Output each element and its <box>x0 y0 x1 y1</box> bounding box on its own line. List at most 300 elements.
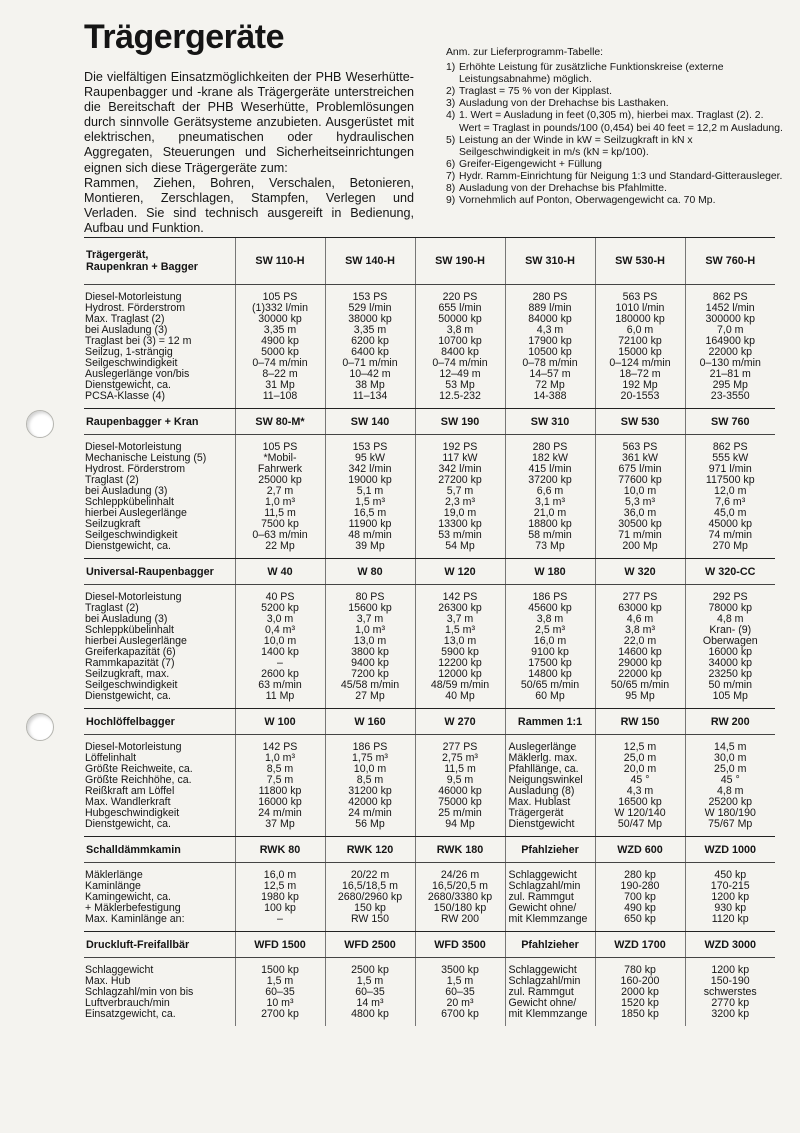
table-row <box>84 870 775 881</box>
spec-value: 1120 kp <box>685 914 775 925</box>
spec-value: 27 Mp <box>325 691 415 702</box>
table-row <box>84 625 775 636</box>
spec-value: 180000 kp <box>595 314 685 325</box>
spec-value: 1,5 m <box>325 976 415 987</box>
spec-value: 3,7 m <box>415 614 505 625</box>
spec-value: (1)332 l/min <box>235 303 325 314</box>
note-number: 2) <box>446 86 456 98</box>
spec-value: 0,4 m³ <box>235 625 325 636</box>
spec-value: 5900 kp <box>415 647 505 658</box>
spec-value: 19000 kp <box>325 475 415 486</box>
section-title: Trägergerät, Raupenkran + Bagger <box>84 238 235 285</box>
table-row <box>84 658 775 669</box>
spec-value: zul. Rammgut <box>505 987 595 998</box>
spec-value: 280 kp <box>595 870 685 881</box>
spec-value: 1200 kp <box>685 965 775 976</box>
spec-value: 31 Mp <box>235 380 325 391</box>
model-header: RW 200 <box>685 709 775 735</box>
spec-value: 1,5 m <box>415 976 505 987</box>
model-header: W 40 <box>235 559 325 585</box>
spec-value: 4,6 m <box>595 614 685 625</box>
row-label: Max. Hub <box>85 976 131 987</box>
spec-value: 73 Mp <box>505 541 595 552</box>
note-item <box>446 98 786 110</box>
model-header: W 160 <box>325 709 415 735</box>
row-label: Seilzugkraft <box>85 519 141 530</box>
model-header: WFD 2500 <box>325 932 415 958</box>
spec-value: 19,0 m <box>415 508 505 519</box>
row-label: Diesel-Motorleistung <box>85 442 182 453</box>
spec-value: 74 m/min <box>685 530 775 541</box>
spacer-cell <box>325 435 415 443</box>
spec-table <box>84 559 775 708</box>
spec-value: 12000 kp <box>415 669 505 680</box>
spec-value: 39 Mp <box>325 541 415 552</box>
spec-value: 280 PS <box>505 442 595 453</box>
spacer-cell <box>235 735 325 743</box>
row-label: Diesel-Motorleistung <box>85 592 182 603</box>
spacer-cell <box>415 1020 505 1026</box>
note-number: 9) <box>446 195 456 207</box>
spec-value: 6200 kp <box>325 336 415 347</box>
spacer-cell <box>415 863 505 871</box>
row-label: Schlagzahl/min von bis <box>85 987 194 998</box>
spec-value: 862 PS <box>685 442 775 453</box>
spec-value: 1452 l/min <box>685 303 775 314</box>
spec-value: 6,6 m <box>505 486 595 497</box>
spec-value: 45/58 m/min <box>325 680 415 691</box>
spec-value: 77600 kp <box>595 475 685 486</box>
spec-value: 5,3 m³ <box>595 497 685 508</box>
spec-value: 3,8 m <box>505 614 595 625</box>
spec-value: 164900 kp <box>685 336 775 347</box>
note-number: 5) <box>446 134 456 146</box>
spec-value: 2,3 m³ <box>415 497 505 508</box>
spacer-cell <box>325 1020 415 1026</box>
spec-value: 58 m/min <box>505 530 595 541</box>
spec-value: 7,6 m³ <box>685 497 775 508</box>
spec-value: Kran- (9) <box>685 625 775 636</box>
spec-value: Schlaggewicht <box>505 965 595 976</box>
row-label: Max. Wandlerkraft <box>85 797 171 808</box>
table-row <box>84 764 775 775</box>
spec-value: – <box>235 658 325 669</box>
row-label: + Mäklerbefestigung <box>85 903 181 914</box>
row-label: Traglast (2) <box>85 475 139 486</box>
spec-table <box>84 409 775 558</box>
spacer-cell <box>235 1020 325 1026</box>
spacer-cell <box>685 585 775 593</box>
spec-value: Oberwagen <box>685 636 775 647</box>
spec-table <box>84 238 775 408</box>
spec-value: 3,0 m <box>235 614 325 625</box>
spec-value: 13,0 m <box>415 636 505 647</box>
spec-table <box>84 837 775 931</box>
row-label: Hydrost. Förderstrom <box>85 303 186 314</box>
spec-value: 75/67 Mp <box>685 819 775 830</box>
spec-value: 675 l/min <box>595 464 685 475</box>
spec-value: Gewicht ohne/ <box>505 903 595 914</box>
table-row <box>84 336 775 347</box>
spec-value: 25 m/min <box>415 808 505 819</box>
spec-value: 2,7 m <box>235 486 325 497</box>
row-label: Traglast (2) <box>85 603 139 614</box>
spacer-cell <box>505 285 595 293</box>
note-item <box>446 62 786 86</box>
section-title: Raupenbagger + Kran <box>84 409 235 435</box>
spec-value: 78000 kp <box>685 603 775 614</box>
spec-value: 50/65 m/min <box>595 680 685 691</box>
spacer-cell <box>84 958 235 966</box>
table-row <box>84 391 775 402</box>
spec-value: 2600 kp <box>235 669 325 680</box>
spec-value: 20-1553 <box>595 391 685 402</box>
spec-value: 4,3 m <box>505 325 595 336</box>
spec-value: 25000 kp <box>235 475 325 486</box>
spec-value: 50000 kp <box>415 314 505 325</box>
spec-value: 12.5-232 <box>415 391 505 402</box>
table-row <box>84 347 775 358</box>
spec-value: 45,0 m <box>685 508 775 519</box>
note-number: 1) <box>446 62 456 74</box>
spec-value: 5000 kp <box>235 347 325 358</box>
spec-value: 5200 kp <box>235 603 325 614</box>
spec-value: 2500 kp <box>325 965 415 976</box>
spec-value: 170-215 <box>685 881 775 892</box>
row-label: Kamingewicht, ca. <box>85 892 171 903</box>
spec-value: 153 PS <box>325 442 415 453</box>
spec-value: *Mobil- <box>235 453 325 464</box>
spec-value: 9100 kp <box>505 647 595 658</box>
spec-section <box>84 408 775 558</box>
model-header: WFD 3500 <box>415 932 505 958</box>
spec-value: Schlagzahl/min <box>505 881 595 892</box>
spacer-cell <box>415 735 505 743</box>
spec-value: 7500 kp <box>235 519 325 530</box>
spec-value: Schlagzahl/min <box>505 976 595 987</box>
spacer-cell <box>84 735 235 743</box>
spacer-cell <box>595 958 685 966</box>
spec-value: RW 200 <box>415 914 505 925</box>
spec-value: 9400 kp <box>325 658 415 669</box>
spec-value: Fahrwerk <box>235 464 325 475</box>
row-label: Hydrost. Förderstrom <box>85 464 186 475</box>
spec-value: 14-388 <box>505 391 595 402</box>
spacer-cell <box>325 585 415 593</box>
model-header: SW 760-H <box>685 238 775 285</box>
spacer-row <box>84 1020 775 1026</box>
spec-value: 220 PS <box>415 292 505 303</box>
model-header: SW 530 <box>595 409 685 435</box>
model-header: SW 140 <box>325 409 415 435</box>
spec-value: 1010 l/min <box>595 303 685 314</box>
table-header-row <box>84 238 775 285</box>
row-label: Größte Reichhöhe, ca. <box>85 775 192 786</box>
spec-value: 72 Mp <box>505 380 595 391</box>
spec-value: 105 PS <box>235 292 325 303</box>
model-header: WZD 1700 <box>595 932 685 958</box>
model-header: SW 140-H <box>325 238 415 285</box>
spec-value: 182 kW <box>505 453 595 464</box>
spec-value: 1,75 m³ <box>325 753 415 764</box>
spacer-cell <box>505 1020 595 1026</box>
table-row <box>84 508 775 519</box>
spacer-cell <box>505 585 595 593</box>
table-row <box>84 464 775 475</box>
spec-value: 529 l/min <box>325 303 415 314</box>
spacer-cell <box>685 958 775 966</box>
spec-value: 22000 kp <box>685 347 775 358</box>
model-header: WZD 600 <box>595 837 685 863</box>
spec-value: 46000 kp <box>415 786 505 797</box>
table-header-row <box>84 932 775 958</box>
spec-value: 3800 kp <box>325 647 415 658</box>
table-row <box>84 691 775 702</box>
spec-value: 48/59 m/min <box>415 680 505 691</box>
spec-value: 36,0 m <box>595 508 685 519</box>
spacer-cell <box>505 435 595 443</box>
spec-value: 10,0 m <box>595 486 685 497</box>
model-header: WZD 1000 <box>685 837 775 863</box>
table-header-row <box>84 409 775 435</box>
spec-value: 27200 kp <box>415 475 505 486</box>
row-label: Reißkraft am Löffel <box>85 786 175 797</box>
row-label: Seilgeschwindigkeit <box>85 358 178 369</box>
spacer-cell <box>685 1020 775 1026</box>
spec-value: 54 Mp <box>415 541 505 552</box>
table-row <box>84 314 775 325</box>
spec-value: 1,5 m³ <box>325 497 415 508</box>
table-header-row <box>84 709 775 735</box>
row-label: Seilgeschwindigkeit <box>85 680 178 691</box>
note-item <box>446 86 786 98</box>
spec-value: 862 PS <box>685 292 775 303</box>
row-label: bei Ausladung (3) <box>85 486 168 497</box>
spec-value: 117500 kp <box>685 475 775 486</box>
spec-value: 22 Mp <box>235 541 325 552</box>
row-label: Max. Traglast (2) <box>85 314 165 325</box>
spec-value: 30000 kp <box>235 314 325 325</box>
spec-value: 10500 kp <box>505 347 595 358</box>
spec-value: 15600 kp <box>325 603 415 614</box>
note-text: Hydr. Ramm-Einrichtung für Neigung 1:3 und Standard-Gitterausleger. <box>459 170 783 182</box>
model-header: Pfahlzieher <box>505 932 595 958</box>
spacer-cell <box>595 435 685 443</box>
spec-value: Schlaggewicht <box>505 870 595 881</box>
spec-value: 6700 kp <box>415 1009 505 1020</box>
spec-value: 153 PS <box>325 292 415 303</box>
spacer-row <box>84 735 775 743</box>
spec-value: 0–71 m/min <box>325 358 415 369</box>
section-title: Universal-Raupenbagger <box>84 559 235 585</box>
spec-value: 20 m³ <box>415 998 505 1009</box>
spec-value: Ausladung (8) <box>505 786 595 797</box>
row-label: bei Ausladung (3) <box>85 614 168 625</box>
spacer-cell <box>685 285 775 293</box>
spec-value: 700 kp <box>595 892 685 903</box>
section-title: Hochlöffelbagger <box>84 709 235 735</box>
spec-value: 3,1 m³ <box>505 497 595 508</box>
table-row <box>84 325 775 336</box>
row-label: hierbei Auslegerlänge <box>85 508 187 519</box>
row-label: Schleppkübelinhalt <box>85 497 174 508</box>
spec-value: 361 kW <box>595 453 685 464</box>
model-header: SW 760 <box>685 409 775 435</box>
table-row <box>84 369 775 380</box>
spec-value: 8–22 m <box>235 369 325 380</box>
table-row <box>84 592 775 603</box>
spec-value: 0–63 m/min <box>235 530 325 541</box>
spec-value: 0–124 m/min <box>595 358 685 369</box>
row-label: Schleppkübelinhalt <box>85 625 174 636</box>
spec-value: 60 Mp <box>505 691 595 702</box>
spec-value: 780 kp <box>595 965 685 976</box>
spec-value: 342 l/min <box>415 464 505 475</box>
spacer-row <box>84 863 775 871</box>
spacer-cell <box>235 863 325 871</box>
spec-value: 11,5 m <box>235 508 325 519</box>
spec-value: 1,5 m <box>235 976 325 987</box>
spacer-cell <box>415 435 505 443</box>
spec-value: 63000 kp <box>595 603 685 614</box>
spec-value: 45 ° <box>685 775 775 786</box>
spec-value: 563 PS <box>595 442 685 453</box>
model-header: SW 530-H <box>595 238 685 285</box>
table-row <box>84 998 775 1009</box>
row-label: Seilgeschwindigkeit <box>85 530 178 541</box>
spec-value: 22000 kp <box>595 669 685 680</box>
spec-value: 2770 kp <box>685 998 775 1009</box>
spacer-cell <box>84 435 235 443</box>
spec-value: 60–35 <box>235 987 325 998</box>
spec-value: 270 Mp <box>685 541 775 552</box>
spec-value: 450 kp <box>685 870 775 881</box>
spec-value: 71 m/min <box>595 530 685 541</box>
spec-value: 0–78 m/min <box>505 358 595 369</box>
spec-value: 2,75 m³ <box>415 753 505 764</box>
spec-value: 16500 kp <box>595 797 685 808</box>
spec-value: 200 Mp <box>595 541 685 552</box>
spacer-cell <box>505 958 595 966</box>
model-header: SW 110-H <box>235 238 325 285</box>
row-label: Mäklerlänge <box>85 870 143 881</box>
spec-value: 4,8 m <box>685 786 775 797</box>
spec-value: 25,0 m <box>595 753 685 764</box>
spec-value: 490 kp <box>595 903 685 914</box>
model-header: SW 310 <box>505 409 595 435</box>
spec-value: 18–72 m <box>595 369 685 380</box>
spec-value: 12,0 m <box>685 486 775 497</box>
spacer-cell <box>235 435 325 443</box>
table-row <box>84 680 775 691</box>
row-label: bei Ausladung (3) <box>85 325 168 336</box>
page-title: Trägergeräte <box>84 18 284 56</box>
notes-list <box>446 62 786 207</box>
spec-value: 8400 kp <box>415 347 505 358</box>
spec-value: 14800 kp <box>505 669 595 680</box>
spec-value: 45600 kp <box>505 603 595 614</box>
row-label: Löffelinhalt <box>85 753 137 764</box>
note-item <box>446 183 786 195</box>
spacer-cell <box>685 863 775 871</box>
spec-value: zul. Rammgut <box>505 892 595 903</box>
spec-value: 23-3550 <box>685 391 775 402</box>
spacer-cell <box>235 585 325 593</box>
spec-value: 10 m³ <box>235 998 325 1009</box>
row-label: Diesel-Motorleistung <box>85 742 182 753</box>
binder-hole-upper <box>26 410 54 438</box>
spec-value: 0–74 m/min <box>235 358 325 369</box>
spec-value: 75000 kp <box>415 797 505 808</box>
spec-value: 37200 kp <box>505 475 595 486</box>
spacer-cell <box>84 285 235 293</box>
spec-value: 50/65 m/min <box>505 680 595 691</box>
spec-value: 4900 kp <box>235 336 325 347</box>
spec-value: 2700 kp <box>235 1009 325 1020</box>
table-row <box>84 380 775 391</box>
spec-value: 38000 kp <box>325 314 415 325</box>
spec-value: 3200 kp <box>685 1009 775 1020</box>
spec-value: 1400 kp <box>235 647 325 658</box>
model-header: W 120 <box>415 559 505 585</box>
spacer-cell <box>235 958 325 966</box>
spec-value: 17500 kp <box>505 658 595 669</box>
row-label: Schlaggewicht <box>85 965 154 976</box>
row-label: Seilzug, 1-strängig <box>85 347 173 358</box>
spec-value: 415 l/min <box>505 464 595 475</box>
spec-value: 10700 kp <box>415 336 505 347</box>
spec-value: 26300 kp <box>415 603 505 614</box>
intro-text <box>84 70 414 236</box>
spec-value: 40 Mp <box>415 691 505 702</box>
spec-value: 45000 kp <box>685 519 775 530</box>
spec-value: Dienstgewicht <box>505 819 595 830</box>
model-header: W 180 <box>505 559 595 585</box>
spec-value: 192 PS <box>415 442 505 453</box>
spec-value: 9,5 m <box>415 775 505 786</box>
table-row <box>84 530 775 541</box>
spec-value: 13,0 m <box>325 636 415 647</box>
spec-value: 3,35 m <box>325 325 415 336</box>
spec-value: 16,0 m <box>235 870 325 881</box>
spacer-cell <box>685 735 775 743</box>
spec-value: 555 kW <box>685 453 775 464</box>
spec-section <box>84 836 775 931</box>
table-row <box>84 453 775 464</box>
spec-value: 11–134 <box>325 391 415 402</box>
spec-value: 7,5 m <box>235 775 325 786</box>
spec-value: 16,5 m <box>325 508 415 519</box>
spec-value: 300000 kp <box>685 314 775 325</box>
spec-tables <box>84 237 775 1026</box>
spec-section <box>84 708 775 836</box>
spec-value: 94 Mp <box>415 819 505 830</box>
note-text: Greifer-Eigengewicht + Füllung <box>459 158 602 170</box>
spec-value: 8,5 m <box>325 775 415 786</box>
row-label: Größte Reichweite, ca. <box>85 764 193 775</box>
spacer-cell <box>505 735 595 743</box>
spacer-cell <box>84 863 235 871</box>
row-label: Einsatzgewicht, ca. <box>85 1009 176 1020</box>
table-row <box>84 881 775 892</box>
spec-value: RW 150 <box>325 914 415 925</box>
section-title: Druckluft-Freifallbär <box>84 932 235 958</box>
spacer-cell <box>415 585 505 593</box>
row-label: Hubgeschwindigkeit <box>85 808 180 819</box>
model-header: W 320-CC <box>685 559 775 585</box>
spec-value: 25200 kp <box>685 797 775 808</box>
table-row <box>84 987 775 998</box>
